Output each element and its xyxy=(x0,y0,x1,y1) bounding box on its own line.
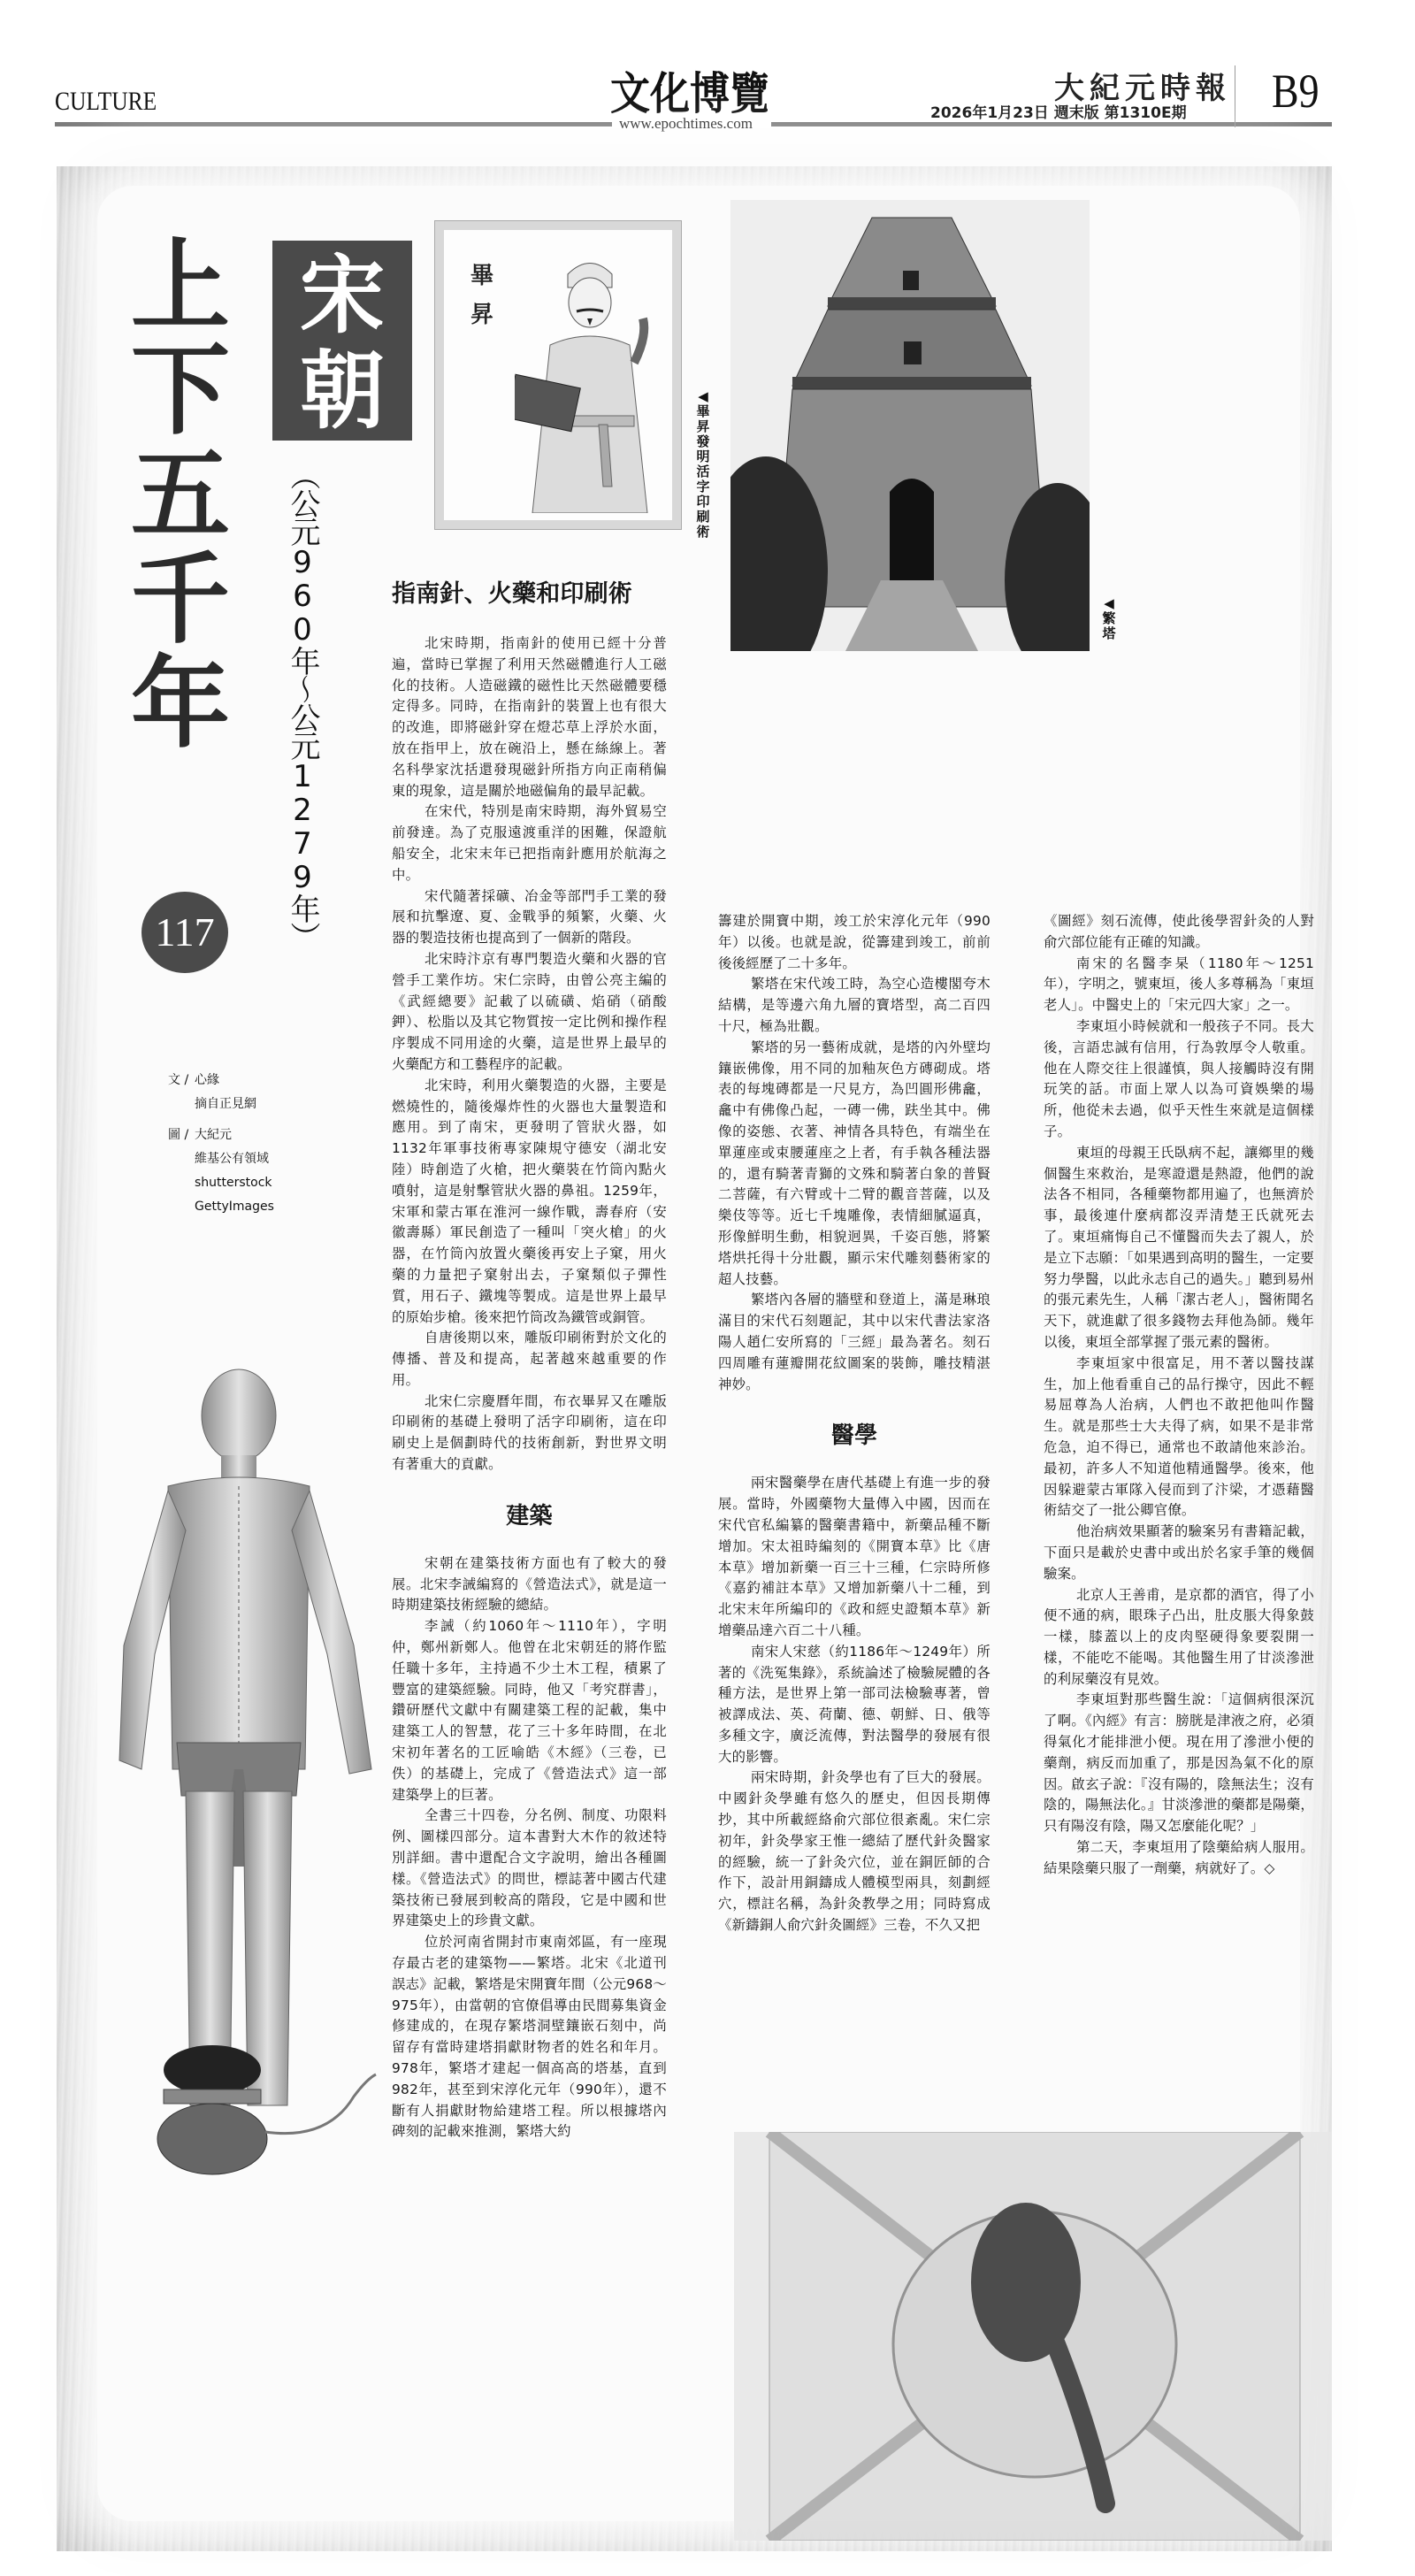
dynasty-box xyxy=(272,241,412,441)
paragraph: 李誡（約1060年～1110年），字明仲，鄭州新鄭人。他曾在北宋朝廷的將作監任職十多年，主持過不少土木工程，積累了豐富的建築經驗。同時，他又「考究群書」，鑽研歷代文獻中有關建築工程的記載，集中建築工人的智慧，花了三十多年時間，在北宋初年著名的工匠喻皓《木經》（三卷，已佚）的基礎上，完成了《營造法式》這一部建築學上的巨著。 xyxy=(392,1618,667,1803)
page-number: B9 xyxy=(1272,65,1319,118)
paragraph: 北宋時汴京有專門製造火藥和火器的官營手工業作坊。宋仁宗時，由曾公亮主編的《武經總要》記載了以硫磺、焰硝（硝酸鉀）、松脂以及其它物質按一定比例和操作程序製成不同用途的火藥，這是世界上最早的火藥配方和工藝程序的記載。 xyxy=(392,950,667,1072)
paragraph: 南宋的名醫李杲（1180年～1251年），字明之，號東垣，後人多尊稱為「東垣老人」。中醫史上的「宋元四大家」之一。 xyxy=(1044,954,1314,1014)
credit-source: 摘自正見網 xyxy=(195,1097,256,1111)
series-title: 上下五千年 xyxy=(131,228,230,762)
paragraph: 北京人王善甫，是京都的酒官，得了小便不通的病，眼珠子凸出，肚皮脹大得象鼓一樣，膝蓋以上的皮肉堅硬得象要裂開一樣，不能吃不能喝。其他醫生用了甘淡滲泄的利尿藥沒有見效。 xyxy=(1044,1586,1314,1687)
paragraph: 他治病效果顯著的驗案另有書籍記載，下面只是載於史書中或出於名家手筆的幾個驗案。 xyxy=(1044,1523,1314,1582)
paragraph: 兩宋時期，針灸學也有了巨大的發展。中國針灸學雖有悠久的歷史，但因長期傳抄，其中所載經絡俞穴部位很紊亂。宋仁宗初年，針灸學家王惟一總結了歷代針灸醫家的經驗，統一了針灸穴位，並在銅匠師的合作下，設計用銅鑄成人體模型兩具，刻劃經穴，標註名稱，為針灸教學之用；同時寫成《新鑄銅人俞穴針灸圖經》三卷，不久又把 xyxy=(718,1769,990,1934)
section-label-en: CULTURE xyxy=(55,87,157,116)
paragraph: 李東垣小時候就和一般孩子不同。長大後，言語忠誠有信用，行為敦厚令人敬重。他在人際交往上很謹慎，與人接觸時沒有開玩笑的話。市面上眾人以為可資娛樂的場所，他從未去過，似乎天性生來就是這個樣子。 xyxy=(1044,1017,1314,1139)
paragraph: 東垣的母親王氏臥病不起，讓鄉里的幾個醫生來救治，是寒證還是熱證，他們的說法各不相同，各種藥物都用遍了，也無濟於事，最後連什麼病都沒弄清楚王氏就死去了。東垣痛悔自己不懂醫而失去了親人，於是立下志願：「如果遇到高明的醫生，一定要努力學醫，以此永志自己的過失。」聽到易州的張元素先生，人稱「潔古老人」，醫術聞名天下，就進獻了很多錢物去拜他為師。幾年以後，東垣全部掌握了張元素的醫術。 xyxy=(1044,1144,1314,1350)
paragraph-continued: 籌建於開寶中期，竣工於宋淳化元年（990年）以後。也就是說，從籌建到竣工，前前後後經歷了二十多年。 xyxy=(718,913,990,971)
pagoda-icon xyxy=(730,200,1090,651)
paragraph: 北宋時，利用火藥製造的火器，主要是燃燒性的，隨後爆炸性的火器也大量製造和應用。到了南宋，更發明了管狀火器，如1132年軍事技術專家陳規守德安（湖北安陸）時創造了火槍，把火藥裝在竹筒內點火噴射，這是射擊管狀火器的鼻祖。1259年，宋軍和蒙古軍在淮河一線作戰，壽春府（安徽壽縣）軍民創造了一種叫「突火槍」的火器，在竹筒內放置火藥後再安上子窠，用火藥的力量把子窠射出去，子窠類似子彈性質，用石子、鐵塊等製成。這是世界上最早的原始步槍。後來把竹筒改為鐵管或銅管。 xyxy=(392,1077,667,1325)
article-column-1 xyxy=(392,577,667,2143)
paragraph: 位於河南省開封市東南郊區，有一座現存最古老的建築物——繁塔。北宋《北道刊誤志》記載，繁塔是宋開寶年間（公元968～975年），由當朝的官僚倡導由民間募集資金修建成的，在現存繁塔洞壁鑲嵌石刻中，尚留存有當時建塔捐獻財物者的姓名和年月。978年，繁塔才建起一個高高的塔基，直到982年，甚至到宋淳化元年（990年），還不斷有人捐獻財物給建塔工程。所以根據塔內碑刻的記載來推測，繁塔大約 xyxy=(392,1934,667,2140)
credit-author: 心緣 xyxy=(195,1073,219,1087)
compass-spoon-icon xyxy=(734,2132,1332,2541)
issue-date: 2026年1月23日 週末版 第1310E期 xyxy=(930,104,1187,122)
paragraph: 北宋時期，指南針的使用已經十分普遍，當時已掌握了利用天然磁體進行人工磁化的技術。人造磁鐵的磁性比天然磁體要穩定得多。同時，在指南針的裝置上也有很大的改進，即將磁針穿在燈芯草上浮於水面，放在指甲上，放在碗沿上，懸在絲線上。著名科學家沈括還發現磁針所指方向正南稍偏東的現象，這是關於地磁偏角的最早記載。 xyxy=(392,635,667,799)
paragraph: 宋朝在建築技術方面也有了較大的發展。北宋李誡編寫的《營造法式》，就是這一時期建築技術經驗的總結。 xyxy=(392,1554,667,1614)
credit-image-source: GettyImages xyxy=(195,1200,274,1214)
masthead-rule-right xyxy=(771,122,1332,126)
portrait-name: 畢昇 xyxy=(470,263,494,328)
site-url[interactable]: www.epochtimes.com xyxy=(619,115,753,132)
newspaper-logo: 大紀元時報 xyxy=(1054,71,1231,106)
paragraph: 繁塔的另一藝術成就，是塔的內外壁均鑲嵌佛像，用不同的加釉灰色方磚砌成。塔表的每塊磚都是一尺見方，為凹圓形佛龕，龕中有佛像凸起，一磚一佛，趺坐其中。佛像的姿態、衣著、神情各具特色，有端坐在單蓮座或束腰蓮座之上者，有手執各種法器的，還有騎著青獅的文殊和騎著白象的普賢二菩薩，有六臂或十二臂的觀音菩薩，以及樂伎等等。近七千塊雕像，表情細膩逼真，形像鮮明生動，相貌迥異，千姿百態，將繁塔烘托得十分壯觀，顯示宋代雕刻藝術家的超人技藝。 xyxy=(718,1039,990,1287)
gunpowder-bomb-icon xyxy=(124,2035,389,2176)
paragraph: 在宋代，特別是南宋時期，海外貿易空前發達。為了克服遠渡重洋的困難，保證航船安全，北宋末年已把指南針應用於航海之中。 xyxy=(392,803,667,883)
credit-image-source: 維基公有領域 xyxy=(195,1152,269,1166)
article-column-2 xyxy=(718,911,990,1936)
heading-compass-gunpowder-printing: 指南針、火藥和印刷術 xyxy=(392,580,632,608)
portrait-caption: ◀ 畢昇發明活字印刷術 xyxy=(696,388,710,540)
bi-sheng-portrait xyxy=(435,221,681,529)
fan-pagoda-photo xyxy=(730,200,1090,651)
period-range: （公元960年～公元1279年） xyxy=(285,460,320,950)
caption-marker-icon: ◀ xyxy=(698,388,708,404)
paragraph: 自唐後期以來，雕版印刷術對於文化的傳播、普及和提高，起著越來越重要的作用。 xyxy=(392,1330,667,1388)
credit-image-label: 圖 / xyxy=(168,1128,189,1142)
scholar-figure-icon xyxy=(515,248,665,513)
paragraph: 南宋人宋慈（約1186年～1249年）所著的《洗冤集錄》，系統論述了檢驗屍體的各種方法，是世界上第一部司法檢驗專著，曾被譯成法、英、荷蘭、德、朝鮮、日、俄等多種文字，廣泛流傳，對法醫學的發展有很大的影響。 xyxy=(718,1643,990,1765)
paragraph-continued: 《圖經》刻石流傳，使此後學習針灸的人對俞穴部位能有正確的知識。 xyxy=(1044,913,1314,950)
paragraph: 繁塔在宋代竣工時，為空心造樓閣夸木結構，是等邊六角九層的寶塔型，高二百四十尺，極為壯觀。 xyxy=(718,976,990,1034)
credits xyxy=(168,1069,274,1219)
article-column-3 xyxy=(1044,911,1314,1880)
heading-architecture: 建築 xyxy=(506,1502,553,1530)
credit-image-source: 大紀元 xyxy=(195,1128,232,1142)
paragraph: 北宋仁宗慶曆年間，布衣畢昇又在雕版印刷術的基礎上發明了活字印刷術，這在印刷史上是個劃時代的技術創新，對世界文明有著重大的貢獻。 xyxy=(392,1392,667,1473)
paragraph: 宋代隨著採礦、冶金等部門手工業的發展和抗擊遼、夏、金戰爭的頻繁，火藥、火器的製造技術也提高到了一個新的階段。 xyxy=(392,887,667,947)
caption-marker-icon: ◀ xyxy=(1104,595,1114,611)
heading-medicine: 醫學 xyxy=(830,1422,878,1450)
section-title: 文化博覽 xyxy=(610,67,769,119)
masthead-rule-left xyxy=(55,122,612,126)
paragraph: 繁塔內各層的牆壁和登道上，滿是琳琅滿目的宋代石刻題記，其中以宋代書法家洛陽人趙仁安所寫的「三經」最為著名。刻石四周雕有蓮瓣開花紋圖案的裝飾，雕技精湛神妙。 xyxy=(718,1292,990,1392)
credit-image-source: shutterstock xyxy=(195,1176,272,1190)
paragraph: 李東垣家中很富足，用不著以醫技謀生，加上他看重自己的品行操守，因此不輕易屈尊為人治病，人們也不敢把他叫作醫生。就是那些士大夫得了病，如果不是非常危急，迫不得已，通常也不敢請他來診治。最初，許多人不知道他精通醫學。後來，他因躲避蒙古軍隊入侵而到了汴梁，才憑藉醫術結交了一批公卿官僚。 xyxy=(1044,1354,1314,1519)
paragraph: 兩宋醫藥學在唐代基礎上有進一步的發展。當時，外國藥物大量傳入中國，因而在宋代官私編纂的醫藥書籍中，新藥品種不斷增加。宋太祖時編刻的《開寶本草》比《唐本草》增加新藥一百三十三種，仁宗時所修《嘉釣補註本草》又增加新藥八十二種，到北宋末年所編印的《政和經史證類本草》新增藥品達六百二十八種。 xyxy=(718,1475,990,1638)
masthead xyxy=(0,0,1415,150)
paragraph: 李東垣對那些醫生說：「這個病很深沉了啊。《內經》有言：膀胱是津液之府，必須得氣化才能排泄小便。現在用了滲泄小便的藥劑，病反而加重了，那是因為氣不化的原因。啟玄子說：『沒有陽的，陰無法生；沒有陰的，陽無法化。』甘淡滲泄的藥都是陽藥，只有陽沒有陰，陽又怎麼能化呢？」 xyxy=(1044,1691,1314,1835)
credit-text-label: 文 / xyxy=(168,1073,189,1087)
acupuncture-bronze-figure-icon xyxy=(88,1353,389,2132)
paragraph: 全書三十四卷，分名例、制度、功限料例、圖樣四部分。這本書對大木作的敘述特別詳細。書中還配合文字說明，繪出各種圖樣。《營造法式》的問世，標誌著中國古代建築技術已發展到較高的階段，它是中國和世界建築史上的珍貴文獻。 xyxy=(392,1807,667,1929)
issue-number-badge: 117 xyxy=(142,892,228,973)
dynasty-title: 宋朝 xyxy=(300,245,385,441)
pagoda-caption: ◀ 繁塔 xyxy=(1102,595,1116,641)
paragraph: 第二天，李東垣用了陰藥給病人服用。結果陰藥只服了一劑藥，病就好了。◇ xyxy=(1044,1839,1314,1876)
